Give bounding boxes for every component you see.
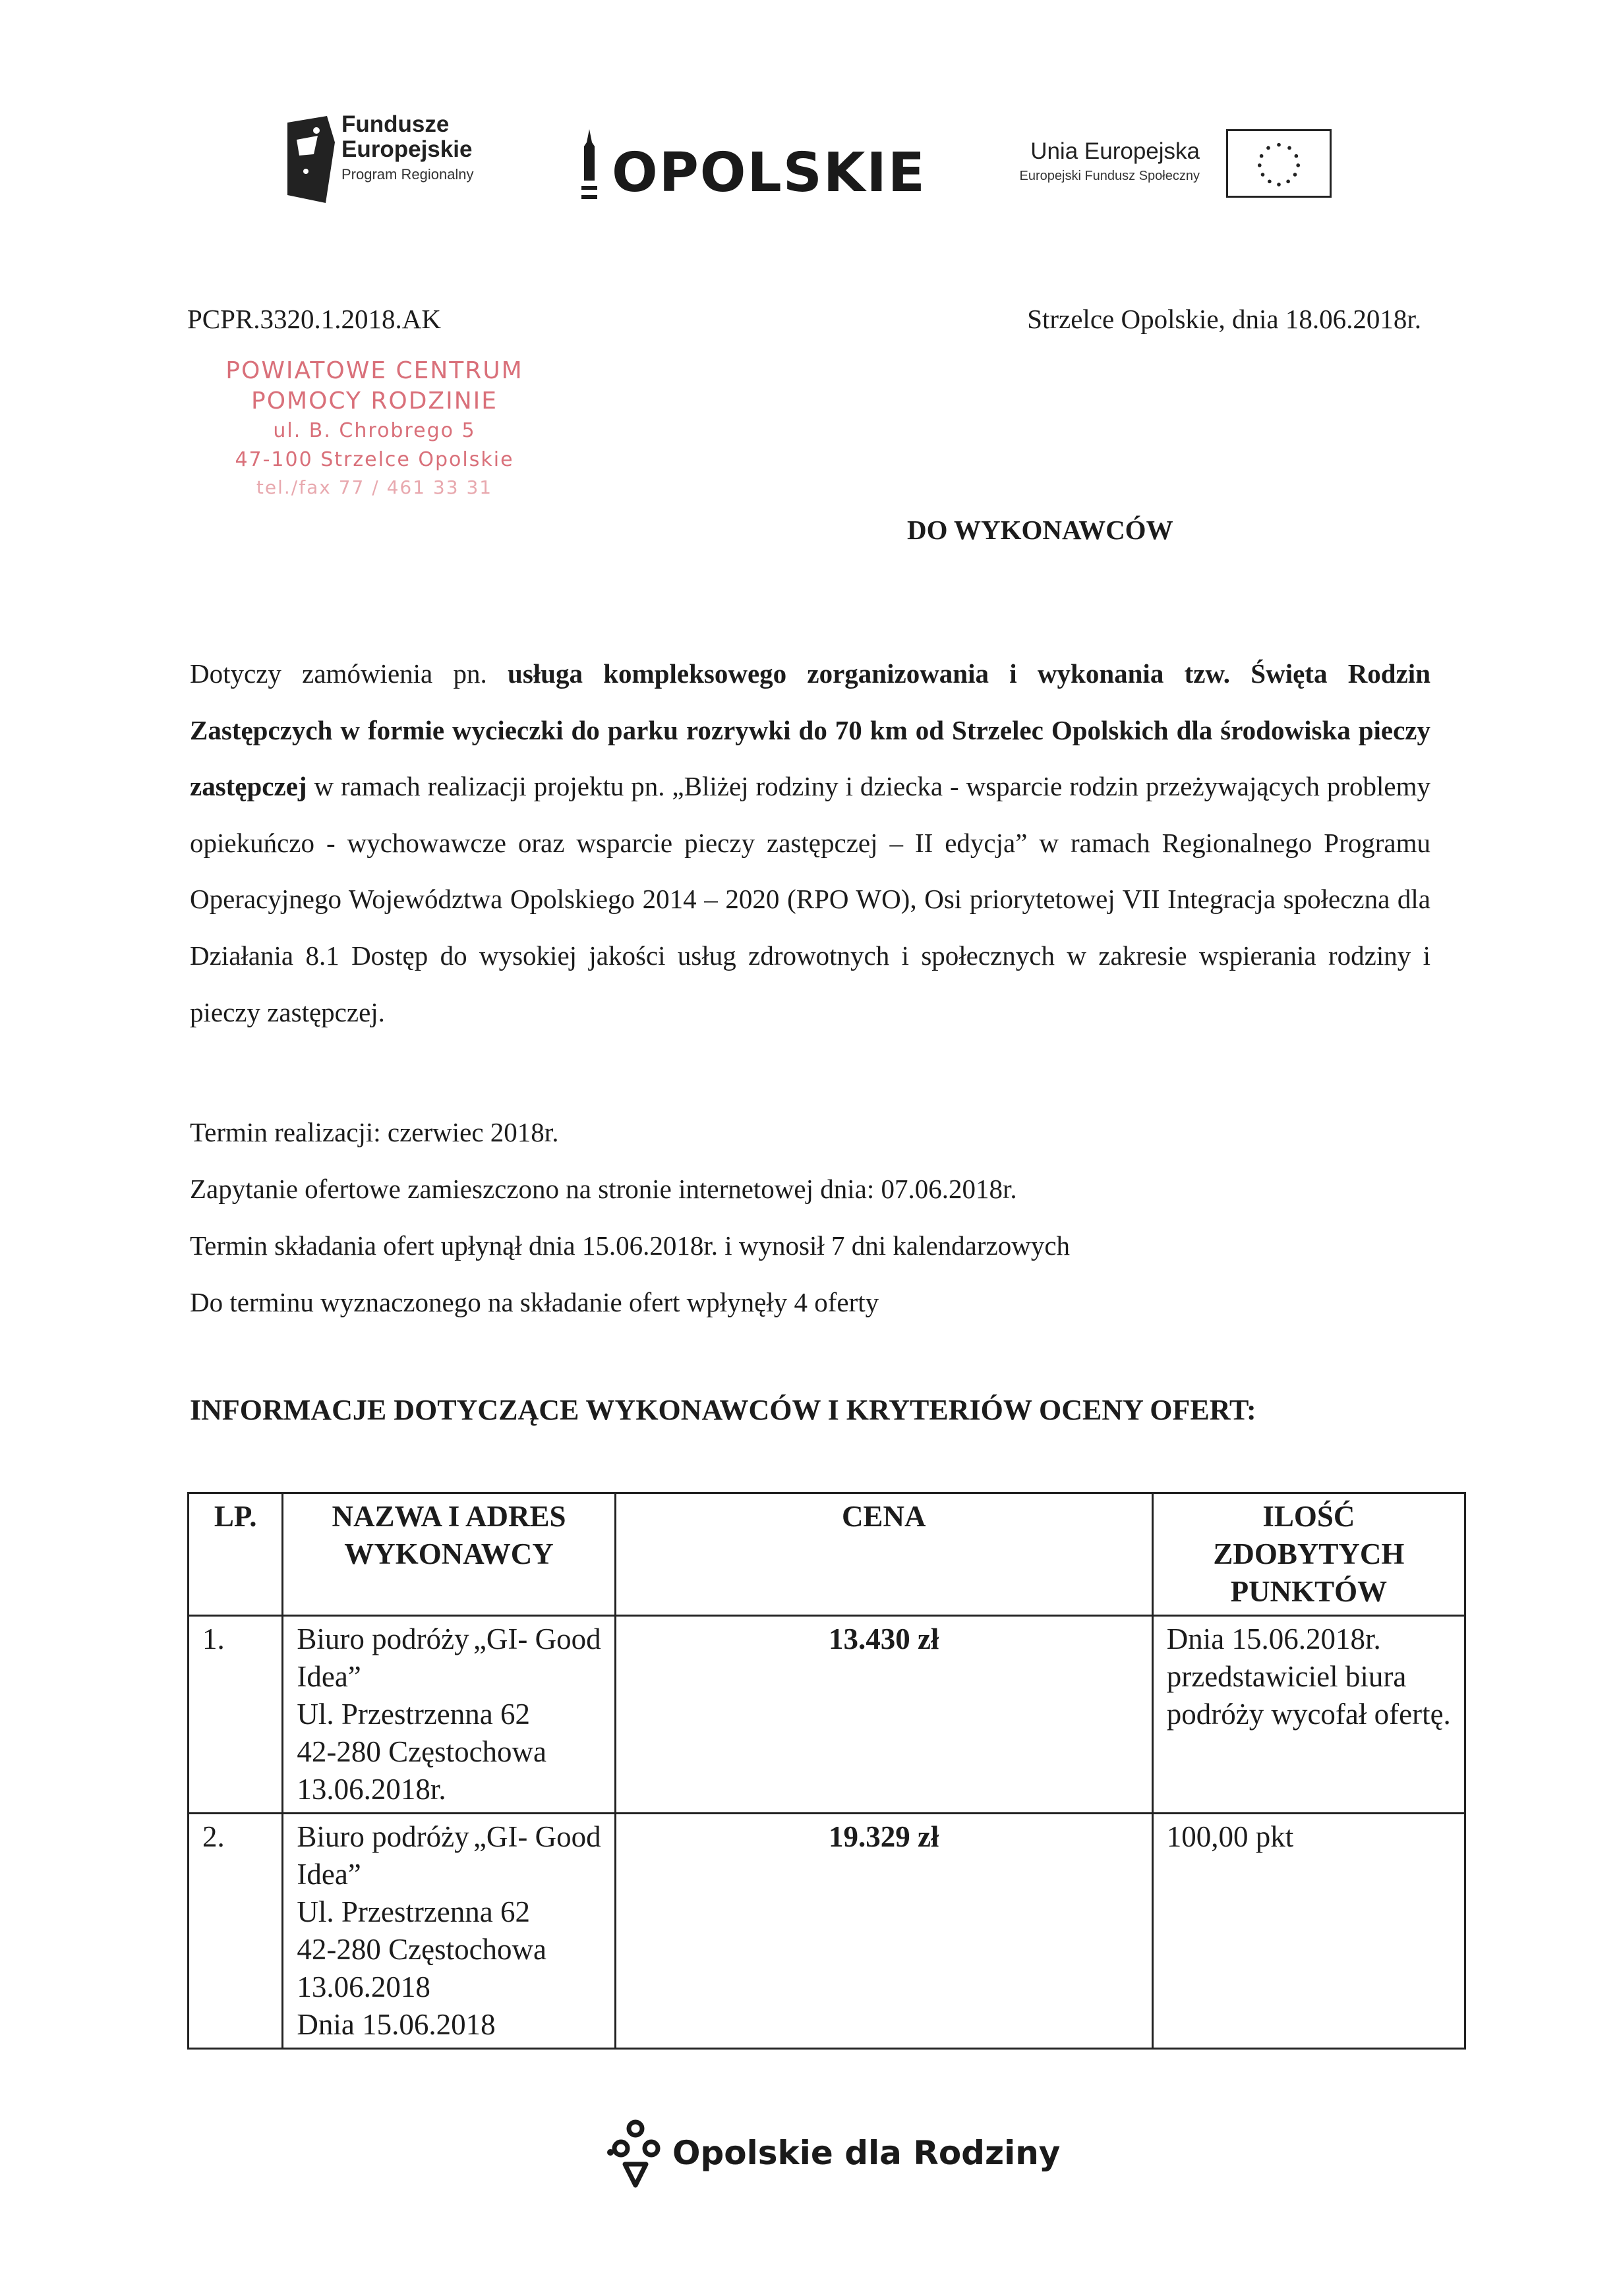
offers-count-line: Do terminu wyznaczonego na składanie ofert wpłynęły 4 oferty xyxy=(190,1287,879,1317)
footer-wordmark: Opolskie dla Rodziny xyxy=(672,2134,1061,2172)
header-price: CENA xyxy=(615,1493,1152,1616)
row-lp: 1. xyxy=(189,1616,283,1814)
table-row xyxy=(189,1616,1465,1814)
order-title: usługa kompleksowego zorganizowania i wykonania tzw. Święta Rodzin Zastępczych w formie wycieczki do parku rozrywki do 70 km od Strzelec Opolskich dla środowiska pieczy zastępczej xyxy=(190,658,1431,802)
row-price: 19.329 zł xyxy=(615,1814,1152,2049)
intro-lead: Dotyczy zamówienia pn. xyxy=(190,658,508,689)
tower-icon xyxy=(580,129,599,203)
contractor-date: 13.06.2018 xyxy=(297,1970,430,2003)
contractor-note: Dnia 15.06.2018 xyxy=(297,2008,496,2041)
contractor-name-c: Idea” xyxy=(297,1660,361,1693)
deadline-line: Termin składania ofert upłynął dnia 15.06.2018r. i wynosił 7 dni kalendarzowych xyxy=(190,1230,1071,1261)
contractor-name-c: Idea” xyxy=(297,1858,361,1891)
fundusze-line2: Europejskie xyxy=(341,136,473,162)
fundusze-europejskie-logo xyxy=(287,112,512,211)
contractor-name-b: „GI- Good xyxy=(473,1622,601,1655)
row-points: Dnia 15.06.2018r. przedstawiciel biura podróży wycofał ofertę. xyxy=(1152,1616,1465,1814)
contractor-name-b: „GI- Good xyxy=(473,1820,601,1853)
contractor-name-a: Biuro podróży xyxy=(297,1622,469,1655)
eu-flag-icon xyxy=(1226,129,1332,198)
section-title: INFORMACJE DOTYCZĄCE WYKONAWCÓW I KRYTERIÓW OCENY OFERT: xyxy=(190,1394,1256,1426)
contractor-name-a: Biuro podróży xyxy=(297,1820,469,1853)
term-line: Termin realizacji: czerwiec 2018r. xyxy=(190,1117,559,1147)
row-price: 13.430 zł xyxy=(615,1616,1152,1814)
fundusze-line3: Program Regionalny xyxy=(341,166,474,183)
place-date: Strzelce Opolskie, dnia 18.06.2018r. xyxy=(1027,304,1421,334)
eu-line2: Europejski Fundusz Społeczny xyxy=(1019,169,1200,183)
contractor-street: Ul. Przestrzenna 62 xyxy=(297,1698,530,1731)
header-name: NAZWA I ADRES WYKONAWCY xyxy=(283,1493,615,1616)
contractor-date: 13.06.2018r. xyxy=(297,1773,446,1806)
table-row xyxy=(189,1814,1465,2049)
body-paragraph xyxy=(190,646,1430,1041)
row-points: 100,00 pkt xyxy=(1152,1814,1465,2049)
table-header-row xyxy=(189,1493,1465,1616)
recipient-heading: DO WYKONAWCÓW xyxy=(907,515,1173,545)
header-lp: LP. xyxy=(189,1493,283,1616)
row-contractor xyxy=(283,1616,615,1814)
eu-funds-flag-icon xyxy=(287,116,335,203)
family-dots-icon xyxy=(605,2117,671,2189)
intro-rest: w ramach realizacji projektu pn. „Bliżej rodziny i dziecka - wsparcie rodzin przeżywających problemy opiekuńczo - wychowawcze oraz wsparcie pieczy zastępczej – II edycja” w ramach Regionalnego Programu Operacyjnego Województwa Opolskiego 2014 – 2020 (RPO WO), Osi priorytetowej VII Integracja społeczna dla Działania 8.1 Dostęp do wysokiej jakości usług zdrowotnych i społecznych w zakresie wspierania rodziny i pieczy zastępczej. xyxy=(190,771,1430,1027)
stamp-line2: POMOCY RODZINIE xyxy=(250,387,498,415)
contractor-street: Ul. Przestrzenna 62 xyxy=(297,1895,530,1928)
offers-table xyxy=(187,1492,1466,2050)
header-points: ILOŚĆ ZDOBYTYCH PUNKTÓW xyxy=(1152,1493,1465,1616)
eu-logo xyxy=(989,129,1332,202)
opolskie-wordmark: OPOLSKIE xyxy=(612,142,926,204)
reference-number: PCPR.3320.1.2018.AK xyxy=(187,304,442,334)
footer-logo xyxy=(605,2117,1080,2189)
stamp-line5: tel./fax 77 / 461 33 31 xyxy=(256,476,493,498)
published-line: Zapytanie ofertowe zamieszczono na stronie internetowej dnia: 07.06.2018r. xyxy=(190,1174,1017,1204)
stamp-line1: POWIATOWE CENTRUM xyxy=(225,357,523,384)
stamp-line3: ul. B. Chrobrego 5 xyxy=(273,419,476,442)
row-contractor xyxy=(283,1814,615,2049)
row-lp: 2. xyxy=(189,1814,283,2049)
opolskie-logo xyxy=(580,129,926,208)
office-stamp xyxy=(190,356,559,501)
eu-line1: Unia Europejska xyxy=(1030,138,1200,164)
contractor-city: 42-280 Częstochowa xyxy=(297,1933,547,1966)
stamp-line4: 47-100 Strzelce Opolskie xyxy=(235,448,514,471)
fundusze-line1: Fundusze xyxy=(341,111,450,137)
contractor-city: 42-280 Częstochowa xyxy=(297,1735,547,1768)
